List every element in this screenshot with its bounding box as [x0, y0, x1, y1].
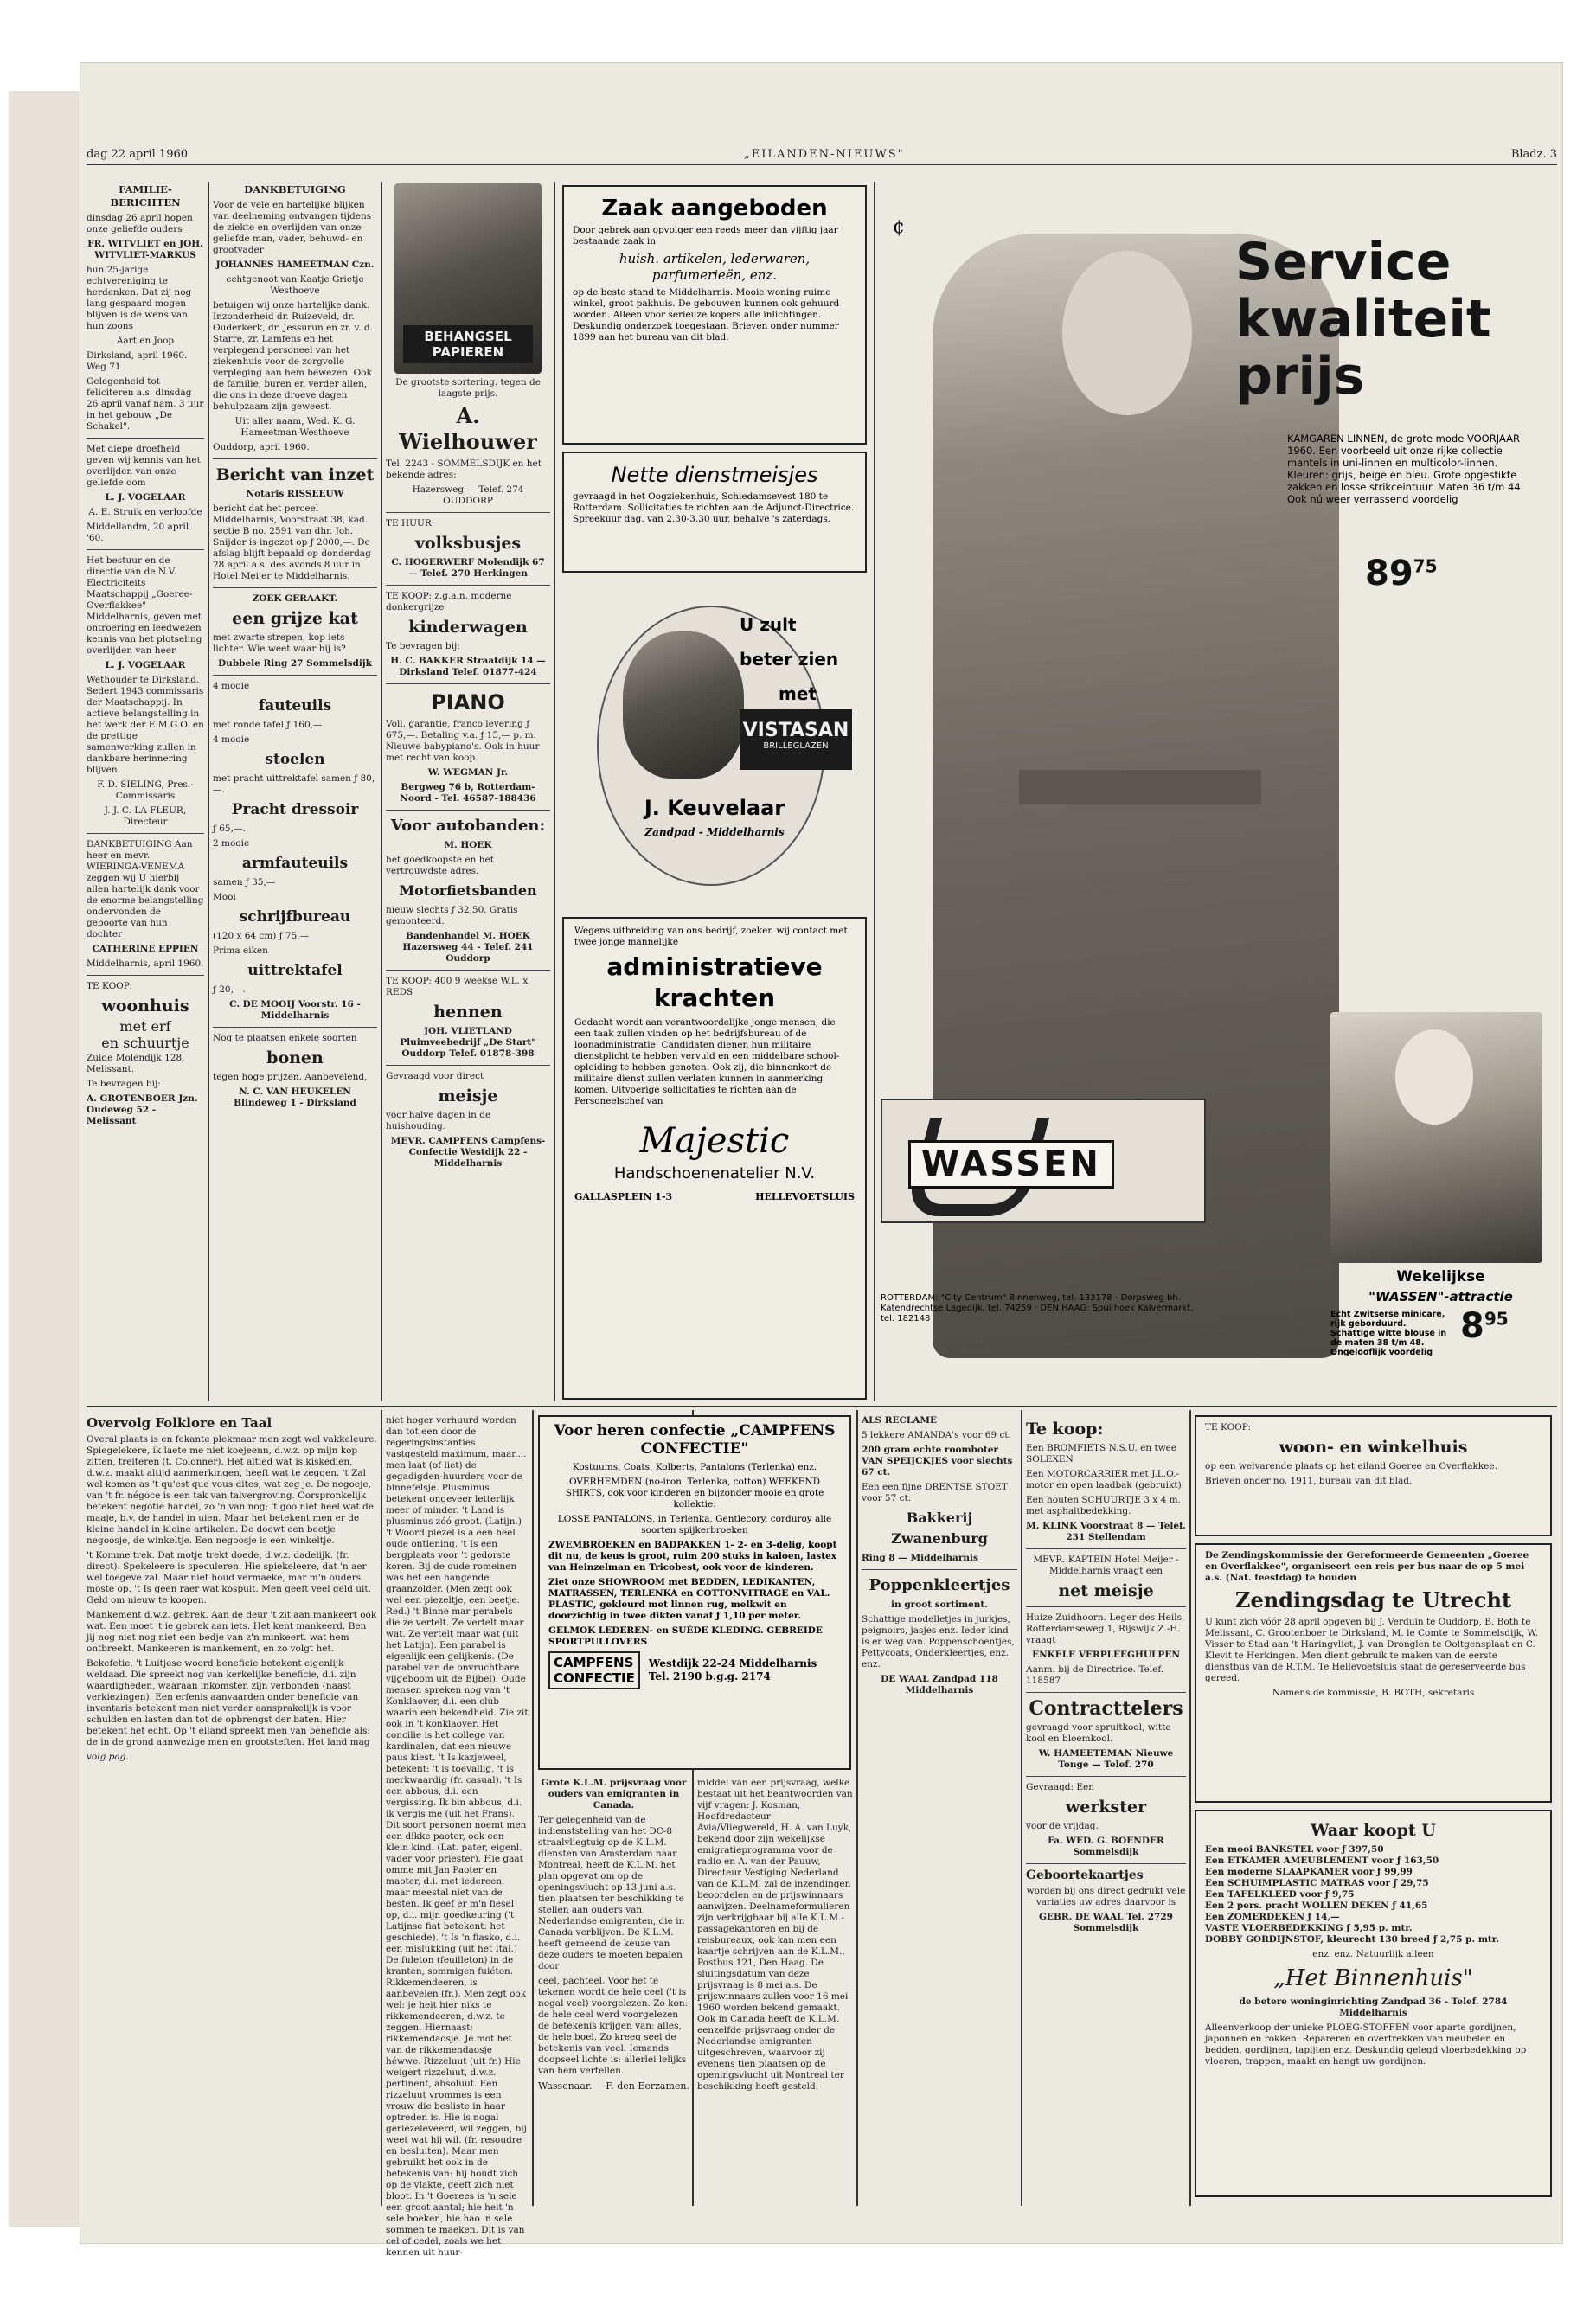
coat-belt — [1019, 770, 1261, 804]
shop-house-ad — [1195, 1415, 1552, 1536]
furniture-qty: Prima eiken — [213, 945, 268, 956]
furniture-item: Pracht dressoir — [231, 801, 359, 818]
klm-paragraph: ceel, pachteel. Voor het te tekenen wordt de hele ceel ('t is nogal veel) voorgelezen. Zo kon: de hele ceel werd voorgelezen de betekenis krijgen van: alles, de hele boel. Zo kreeg seel de betekenis van veel. Iemands doopseel lichte is: allerlei lelijks van hem vertellen. — [538, 1976, 689, 2076]
column-rule — [554, 182, 555, 1401]
weekly-heading: Wekelijkse — [1396, 1268, 1485, 1285]
blouse-photo — [1330, 1012, 1542, 1263]
girl-wanted-heading: meisje — [438, 1086, 498, 1106]
obituary-name: L. J. VOGELAAR — [105, 660, 186, 670]
business-text: Door gebrek aan opvolger een reeds meer dan vijftig jaar bestaande zaak in — [573, 225, 838, 247]
ads-column-9 — [1195, 1415, 1555, 2202]
folklore-continued: volg pag. — [87, 1752, 129, 1762]
column-rule — [208, 182, 209, 1401]
ads-column-7 — [862, 1415, 1017, 2202]
folklore-paragraph: Overal plaats is en fekante plekmaar men zegt wel vakkeleure. Spiegelekere, ik laete me niet koejeenn, d.w.z. op mijn kop zitten, treiteren (t. Colonner). Het altied wat is kiskedien, d.w.z. maakt altijd aanmerkingen, heeft wat te zeggen. 't Zal wel komen as 't qu'est que vous dites, wat zeg je. De negoeje, van 't fr. négoce is een tak van talvergroving. Oorspronkelijk betekent negotie handel, zo 'n van nog; 't goo niet heel wat de maaje, b.v. de handel in uien. Maar het betekent men er de kleine handel in kleine artikelen. De doewt een beetje negoosje, de winkeltje. Een negoosje is een winkeltje. — [87, 1434, 377, 1546]
notices-column-2 — [213, 183, 377, 1399]
house-heading: woonhuis — [101, 997, 189, 1016]
for-sale-label: TE KOOP: — [87, 981, 133, 991]
auction-notary: Notaris RISSEEUW — [246, 489, 344, 499]
binnenhuis-logo-text: „Het Binnenhuis" — [1273, 1965, 1473, 1991]
klm-paragraph: Ter gelegenheid van de indienststelling van het DC-8 straalvliegtuig op de K.L.M. diensten van Amsterdam naar Montreal, heeft de K.L.M. het plan opgevat om op de openingsvlucht op 13 juni a.s. tien plaatsen ter beschikking te stellen aan ouders van Nederlandse emigranten, die in Canada verblijven. De K.L.M. heeft gemeend de keuze van deze ouders te moeten bepalen door — [538, 1815, 685, 1971]
family-names: FR. WITVLIET en JOH. WITVLIET-MARKUS — [87, 239, 203, 260]
rent-contact: C. HOGERWERF Molendijk 67 — Telef. 270 Herkingen — [391, 557, 545, 579]
sale-heading: Te koop: — [1026, 1420, 1104, 1439]
majestic-sub: Handschoenenatelier N.V. — [613, 1164, 816, 1183]
cleaner-text: voor de vrijdag. — [1026, 1821, 1099, 1831]
dolls-text: Schattige modelletjes in jurkjes, peignoirs, jasjes enz. Ieder kind is er weg van. Poppenschoentjes, Pettycoats, Onderkleertjes, enz. enz. — [862, 1614, 1015, 1670]
campfens-line: Ziet onze SHOWROOM met BEDDEN, LEDIKANTEN, MATRASSEN, TERLENKA en COTTONVITRAGE en VAL. PLASTIC, gekleurd met linnen rug, melkwit en doorzichtig in twee dikten vanaf ƒ 1,10 per meter. — [548, 1577, 830, 1621]
birth-cards-contact: GEBR. DE WAAL Tel. 2729 Sommelsdijk — [1039, 1912, 1173, 1933]
thanks-name-sub: echtgenoot van Kaatje Grietje Westhoeve — [226, 274, 364, 296]
thanks-place: Ouddorp, april 1960. — [213, 442, 310, 452]
piano-address: Bergweg 76 b, Rotterdam-Noord - Tel. 46587-188436 — [400, 782, 536, 804]
binnenhuis-offer: DOBBY GORDIJNSTOF, kleurecht 130 breed ƒ 2,75 p. mtr. — [1205, 1934, 1500, 1945]
job-text: Wegens uitbreiding van ons bedrijf, zoeken wij contact met twee jonge mannelijke — [574, 926, 848, 947]
growers-contact: W. HAMEETEMAN Nieuwe Tonge — Telef. 270 — [1038, 1748, 1174, 1770]
kaptein-text: MEVR. KAPTEIN Hotel Meijer - Middelharnis vraagt een — [1033, 1554, 1179, 1576]
house-inquire: Te bevragen bij: — [87, 1079, 161, 1089]
page-header — [87, 145, 1557, 165]
shop-house-heading: woon- en winkelhuis — [1279, 1438, 1468, 1457]
column-rule — [856, 1410, 858, 2206]
auction-heading: Bericht van inzet — [215, 465, 375, 484]
girl-wanted-text: Gevraagd voor direct — [386, 1071, 484, 1081]
wielhouwer-heading: A. Wielhouwer — [399, 403, 537, 454]
folklore-article — [87, 1415, 377, 2202]
obituary-place: Middellandm, 20 april '60. — [87, 522, 189, 543]
blouse-price-cents: 95 — [1484, 1308, 1509, 1330]
pram-text: TE KOOP: z.g.a.n. moderne donkergrijze — [386, 591, 512, 612]
section-rule — [87, 1406, 1557, 1407]
bakery-address: Ring 8 — Middelharnis — [862, 1553, 978, 1563]
maids-wanted-ad — [562, 452, 867, 573]
piano-text: Voll. garantie, franco levering ƒ 675,—. Betaling v.a. ƒ 15,— p. m. Nieuwe babypiano's. Ook in huur met recht van koop. — [386, 719, 540, 763]
thanks-text: Voor de vele en hartelijke blijken van deelneming ontvangen tijdens de ziekte en overlijden van onze geliefde man, vader, behuwd- en grootvader — [213, 200, 372, 255]
vistasan-sub: BRILLEGLAZEN — [763, 741, 829, 751]
klm-article-continued — [697, 1778, 853, 2202]
campfens-line: LOSSE PANTALONS, in Terlenka, Gentlecory, corduroy alle soorten spijkerbroeken — [557, 1514, 832, 1535]
shop-house-label: TE KOOP: — [1205, 1422, 1252, 1433]
business-heading: Zaak aangeboden — [601, 195, 828, 221]
sale-contact: M. KLINK Voorstraat 8 — Telef. 231 Stellendam — [1026, 1521, 1186, 1542]
klm-sig-author: F. den Eerzamen. — [606, 2080, 689, 2092]
klm-signature — [538, 2080, 689, 2092]
wallpaper-label: BEHANGSEL PAPIEREN — [403, 325, 533, 363]
campfens-logo: CAMPFENS CONFECTIE — [548, 1651, 640, 1689]
binnenhuis-heading: Waar koopt U — [1311, 1821, 1436, 1840]
blouse-price — [1460, 1306, 1509, 1346]
furniture-qty: 2 mooie — [213, 838, 250, 849]
girl-wanted-text: voor halve dagen in de huishouding. — [386, 1110, 491, 1131]
family-text: Gelegenheid tot feliciteren a.s. dinsdag 26 april vanaf nam. 3 uur in het gebouw „De Schakel". — [87, 376, 204, 432]
rent-label: TE HUUR: — [386, 518, 435, 529]
folklore-paragraph: 't Komme trek. Dat motje trekt doede, d.w.z. dadelijk. (fr. direct). Spekeleere is speculeren. Hie spiekeleere, dat 'n aer wel toegeve zal. Maar niet houd vermaeke, mar m'n ouders moste op. 't Is geen raer wat kospuit. Men geeft veel geld uit. Geld om nieuw te koopen. — [87, 1550, 371, 1606]
blouse-model-head — [1395, 1029, 1473, 1125]
thanks-text: betuigen wij onze hartelijke dank. Inzonderheid dr. Ruizeveld, dr. Ouderkerk, dr. Jessurun en zr. v. d. Starre, zr. Lamfens en het verplegend personeel van het ziekenhuis voor de zorgvolle verpleging aan hem bewezen. Ook de familie, buren en verder allen, die ons in deze droeve dagen behulpzaam zijn geweest. — [213, 300, 373, 412]
obituary-text: Wethouder te Dirksland. Sedert 1943 commissaris der Maatschappij. In actieve belangstelling in het werk der E.M.G.O. en de prettige samenwerking zullen in dankbare herinnering blijven. — [87, 675, 204, 775]
klm-paragraph: middel van een prijsvraag, welke bestaat uit het beantwoorden van vijf vragen: J. Kosman, Hoofdredacteur Avia/Vliegwereld, H. A. van Luyk, bekend door zijn wekelijkse emigratieprogramma voor de radio en A. van der Pauuw, Directeur Vestiging Nederland van de K.L.M. zal de inzendingen beoordelen en de prijswinnaars aanwijzen. Deelnameformulieren zijn verkrijgbaar bij alle K.L.M.-passagekantoren en bij de reisbureaux, ook kan men een kaartje schrijven aan de K.L.M., Postbus 121, Den Haag. De sluitingsdatum van deze prijsvraag is 8 mei a.s. De prijswinnaars zullen voor 16 mei 1960 worden bekend gemaakt. Ook in Canada heeft de K.L.M. eenzelfde prijsvraag onder de Nederlandse emigranten uitgeschreven, waarvoor zij evenens tien plaatsen op de openingsvlucht uit Montreal ter beschikking heeft gesteld. — [697, 1778, 853, 2092]
maids-text: gevraagd in het Oogziekenhuis, Schiedamsevest 180 te Rotterdam. Sollicitaties te richten aan de Adjunct-Directrice. Spreekuur dag. van 2.30-3.30 uur, behalve 's zaterdags. — [573, 491, 855, 524]
cleaner-label: Gevraagd: Een — [1026, 1782, 1095, 1792]
lost-heading: ZOEK GERAAKT. — [252, 593, 338, 604]
thanks-heading: DANKBETUIGING — [244, 183, 346, 195]
hens-heading: hennen — [433, 1003, 503, 1022]
header-date: dag 22 april 1960 — [87, 148, 189, 161]
campfens-address: Westdijk 22-24 Middelharnis Tel. 2190 b.g.g. 2174 — [648, 1657, 817, 1682]
beans-text: tegen hoge prijzen. Aanbevelend, — [213, 1072, 368, 1082]
model-head — [1062, 251, 1192, 415]
majestic-job-ad — [562, 917, 867, 1400]
tyres-heading: Voor autobanden: — [390, 817, 546, 835]
family-notices-column — [87, 183, 204, 1399]
tyres-text: nieuw slechts ƒ 32,50. Gratis gemonteerd. — [386, 905, 518, 926]
binnenhuis-ad — [1195, 1810, 1552, 2197]
sale-item: Een houten SCHUURTJE 3 x 4 m. met asphaltbedekking. — [1026, 1495, 1181, 1516]
column-rule — [1189, 1410, 1191, 2206]
ads-column-3 — [386, 183, 550, 1399]
furniture-item: stoelen — [265, 751, 325, 768]
birth-cards-text: worden bij ons direct gedrukt vele variaties uw adres daarvoor is — [1026, 1886, 1186, 1907]
sale-item: Een BROMFIETS N.S.U. en twee SOLEXEN — [1026, 1443, 1177, 1465]
furniture-item: uittrektafel — [247, 962, 343, 979]
family-heading: FAMILIE-BERICHTEN — [110, 183, 181, 208]
lost-cat: een grijze kat — [232, 609, 358, 628]
furniture-item: fauteuils — [258, 697, 332, 715]
wallpaper-sub: De grootste sortering. tegen de laagste prijs. — [395, 377, 541, 399]
furniture-qty: 4 mooie — [213, 681, 250, 691]
binnenhuis-offer: Een mooi BANKSTEL voor ƒ 397,50 — [1205, 1844, 1384, 1855]
piano-seller: W. WEGMAN Jr. — [427, 767, 509, 778]
wielhouwer-phone: Tel. 2243 - SOMMELSDIJK en het bekende adres: — [386, 458, 542, 480]
furniture-price: samen ƒ 35,— — [213, 877, 276, 888]
binnenhuis-address: de betere woninginrichting Zandpad 36 - Telef. 2784 Middelharnis — [1239, 1997, 1508, 2018]
majestic-address-1: GALLASPLEIN 1-3 — [574, 1191, 673, 1202]
folklore-paragraph: Mankement d.w.z. gebrek. Aan de deur 't zit aan mankeert ook wat. Een moet 't ie gebrek aan iets. Het kent mankeerd. Ben jij nog niet nog niet een bedje van z'n minkeert. wat hem ontbreekt. Mankeeren is mankement, en zo volgt het. — [87, 1610, 377, 1654]
binder-edge — [9, 91, 82, 2227]
campfens-footer — [548, 1651, 841, 1689]
thanks-place: Middelharnis, april 1960. — [87, 958, 204, 969]
vistasan-slogan: met — [779, 683, 817, 704]
coat-price-cents: 75 — [1413, 555, 1438, 577]
klm-sig-place: Wassenaar. — [538, 2080, 593, 2092]
wielhouwer-address: Hazersweg — Telef. 274 OUDDORP — [412, 484, 524, 506]
thanks-text: DANKBETUIGING Aan heer en mevr. WIERINGA-VENEMA zeggen wij U hierbij allen hartelijk dank voor de enorme belangstelling ondervonden de geboorte van hun dochter — [87, 839, 204, 939]
folklore-title: Overvolg Folklore en Taal — [87, 1415, 272, 1431]
header-title: „EILANDEN-NIEUWS" — [744, 148, 905, 161]
kaptein-heading: net meisje — [1058, 1581, 1154, 1600]
keuvelaar-address: Zandpad - Middelharnis — [644, 826, 785, 838]
maids-heading: Nette dienstmeisjes — [611, 463, 818, 487]
wassen-logo — [881, 1099, 1206, 1223]
thanks-name: CATHERINE EPPIEN — [92, 944, 199, 954]
cleaner-heading: werkster — [1065, 1798, 1147, 1817]
vistasan-logo — [740, 709, 852, 770]
business-text: op de beste stand te Middelharnis. Mooie woning ruime winkel, groot pakhuis. De gebouwen kunnen ook gehuurd worden. Alleen voor serieuze kopers alle inlichtingen. Deskundig onderzoek toegestaan. Brieven onder nummer 1899 aan het bureau van dit blad. — [573, 287, 840, 343]
binnenhuis-text: enz. enz. Natuurlijk alleen — [1312, 1949, 1434, 1959]
column-rule — [1021, 1410, 1022, 2206]
job-heading: administratieve krachten — [606, 952, 823, 1012]
bakery-offer: Een een fijne DRENTSE STOET voor 57 ct. — [862, 1482, 1008, 1503]
pram-heading: kinderwagen — [408, 618, 528, 637]
majestic-address-2: HELLEVOETSLUIS — [755, 1191, 855, 1202]
nursing-contact: Aanm. bij de Directrice. Telef. 118587 — [1026, 1664, 1164, 1686]
furniture-price: (120 x 64 cm) ƒ 75,— — [213, 931, 310, 941]
sale-item: Een MOTORCARRIER met J.L.O.-motor en open laadbak (gebruikt). — [1026, 1469, 1185, 1490]
shop-house-text: Brieven onder no. 1911, bureau van dit blad. — [1205, 1476, 1413, 1486]
campfens-line: ZWEMBROEKEN en BADPAKKEN 1- 2- en 3-delig, koopt dit nu, de keus is groot, ruim 200 stuks in kaloen, lastex van Heinzelman en Tricobest, ook voor de kinderen. — [548, 1540, 837, 1573]
wassen-coat-ad — [881, 182, 1555, 1401]
mission-text: U kunt zich vóór 28 april opgeven bij J. Verduin te Ouddorp, B. Both te Melissant, C. Grootenboer te Dirksland, M. le Comte te Sommelsdijk, W. Visser te Stad aan 't Haringvliet, J. van Dronglen te Ooltgensplaat en C. Klevit te Herkingen. Men dient gebruik te maken van de eerste dienstbus van de R.T.M. Te Hellevoetsluis staat de gereserveerde bus gereed. — [1205, 1617, 1538, 1683]
obituary-name: L. J. VOGELAAR — [105, 492, 186, 503]
column-rule — [381, 1410, 382, 2206]
klm-title: Grote K.L.M. prijsvraag voor ouders van emigranten in Canada. — [541, 1778, 687, 1811]
column-rule — [874, 182, 875, 1401]
thanks-name: JOHANNES HAMEETMAN Czn. — [215, 260, 375, 270]
family-signature: Aart en Joop — [116, 336, 175, 346]
bakery-offer: 200 gram echte roomboter VAN SPEIJCKJES voor slechts 67 ct. — [862, 1445, 1013, 1477]
coat-description: KAMGAREN LINNEN, de grote mode VOORJAAR 1960. Een voorbeeld uit onze rijke collectie mantels in uni-linnen en multicolor-linnen. Kleuren: grijs, beige en bleu. Grote opgestikte zakken en losse strikceintuur. Maten 36 t/m 44. Ook nú weer verrassend voordelig — [1287, 433, 1524, 505]
majestic-logo-text: Majestic — [639, 1121, 790, 1161]
mission-signature: Namens de kommissie, B. BOTH, sekretaris — [1272, 1688, 1475, 1698]
obituary-text: Met diepe droefheid geven wij kennis van het overlijden van onze geliefde oom — [87, 444, 201, 488]
pram-inquire: Te bevragen bij: — [386, 641, 460, 651]
hens-text: TE KOOP: 400 9 weekse W.L. x REDS — [386, 976, 529, 997]
keuvelaar-name: J. Keuvelaar — [644, 796, 785, 820]
beans-text: Nog te plaatsen enkele soorten — [213, 1033, 357, 1043]
vistasan-slogan: U zult — [740, 614, 797, 635]
obituary-signature: J. J. C. LA FLEUR, Directeur — [104, 805, 187, 827]
vistasan-brand: VISTASAN — [742, 720, 849, 741]
blouse-price-main: 8 — [1460, 1306, 1484, 1346]
header-page: Bladz. 3 — [1510, 148, 1557, 161]
furniture-contact: C. DE MOOIJ Voorstr. 16 - Middelharnis — [229, 999, 361, 1021]
nursing-heading: ENKELE VERPLEEGHULPEN — [1032, 1650, 1180, 1660]
tyres-seller: M. HOEK — [444, 840, 492, 850]
binnenhuis-offer: Een 2 pers. pracht WOLLEN DEKEN ƒ 41,65 — [1205, 1900, 1428, 1911]
wassen-addresses: ROTTERDAM: "City Centrum" Binnenweg, tel. 133178 - Dorpsweg bh. Katendrechtse Lagedijk, tel. 74259 · DEN HAAG: Spui hoek Kalvermarkt, tel. 182148 — [881, 1293, 1194, 1324]
slogan-quality: kwaliteit — [1235, 289, 1491, 349]
shop-house-text: op een welvarende plaats op het eiland Goeree en Overflakkee. — [1205, 1461, 1497, 1471]
wassen-brand: WASSEN — [908, 1140, 1114, 1189]
campfens-title: Voor heren confectie „CAMPFENS CONFECTIE" — [554, 1422, 836, 1458]
service-slogan — [1235, 234, 1555, 405]
tyres-contact: Bandenhandel M. HOEK Hazersweg 44 - Telef. 241 Ouddorp — [402, 931, 534, 964]
column-rule — [532, 1410, 534, 2206]
vistasan-slogan: beter zien — [740, 649, 839, 670]
house-address: Zuide Molendijk 128, Melissant. — [87, 1053, 185, 1074]
coat-price-main: 89 — [1365, 554, 1413, 593]
mission-intro: De Zendingskommissie der Gereformeerde Gemeenten „Goeree en Overflakkee", organiseert een reis per bus naar de op 5 mei a.s. (Nat. feestdag) te houden — [1205, 1550, 1529, 1583]
birth-cards-heading: Geboortekaartjes — [1026, 1868, 1144, 1882]
dolls-heading: Poppenkleertjes — [869, 1576, 1010, 1594]
nursing-text: Huize Zuidhoorn. Leger des Heils, Rotterdamseweg 1, Rijswijk Z.-H. vraagt — [1026, 1612, 1185, 1645]
lost-text: met zwarte strepen, kop iets lichter. Wie weet waar hij is? — [213, 632, 346, 654]
family-place: Dirksland, april 1960. Weg 71 — [87, 350, 188, 372]
lost-address: Dubbele Ring 27 Sommelsdijk — [218, 658, 372, 669]
dolls-sub: in groot sortiment. — [891, 1599, 988, 1610]
tyres-text: het goedkoopste en het vertrouwdste adres. — [386, 855, 494, 876]
obituary-signature: A. E. Struik en verloofde — [88, 507, 202, 517]
growers-text: gevraagd voor spruitkool, witte kool en bloemkool. — [1026, 1722, 1171, 1744]
hens-contact: JOH. VLIETLAND Pluimveebedrijf „De Start" Ouddorp Telef. 01878-398 — [400, 1026, 536, 1059]
furniture-price: met ronde tafel ƒ 160,— — [213, 720, 323, 730]
furniture-price: met pracht uittrektafel samen ƒ 80,—. — [213, 773, 375, 795]
folklore-article-continued — [386, 1415, 529, 2258]
ads-column-8 — [1026, 1415, 1186, 2202]
campfens-line: Kostuums, Coats, Kolberts, Pantalons (Terlenka) enz. — [572, 1462, 817, 1472]
furniture-item: armfauteuils — [241, 855, 349, 872]
cleaner-contact: Fa. WED. G. BOENDER Sommelsdijk — [1048, 1836, 1164, 1857]
furniture-qty: Mooi — [213, 892, 236, 902]
business-goods: huish. artikelen, lederwaren, parfumerieën, enz. — [619, 251, 811, 283]
folklore-paragraph: niet hoger verhuurd worden dan tot een door de regeringsinstanties vastgesteld maximum, maar.... men laat (of liet) de gegadigden-huurders voor de binnefelsje. Plusminus betekent ongeveer letterlijk meer of minder. 't Land is plusminus zóó groot. (Latijn.) 't Woord piezel is a een heel oude ontlening. 't Is een bergplaats voor 't gedorste koren. Bij de oude romeinen was het een hangende graanzolder. (Men zegt ook wel een piezeltje, een beetje. Red.) 't Binne mar perabels die ze vertelt. Ze vertelt maar wat. Ze vertelt maar wat (uit het Latijn). Een parabel is eigenlijk een gelijkenis. (De parabel van de onvruchtbare vijgeboom uit de Bijbel). Oude mensen spreken nog van 't Konklaover, d.i. een club waarin een bekendheid. Zie zit ook in 't konklaover. Het concilie is het college van kardinalen, dat een nieuwe paus kiest. 't Is kazjeweel, betekent: 't is toevallig, 't is merkwaardig (fr. casual). 't Is een abbous, d.i. een vergissing. Ik bin abbous, d.i. ik vergis me (uit het Frans). Dit soort personen noemt men een dikke paoter, ook een klein kind. (Lat. pater, eigenl. vader voor priester). Hie gaat omme mit Jan Paoter en maoter, d.i. met iedereen, maar meestal niet van de besten. Ik geef er m'n fiesel op, d.i. mijn goedkeuring ('t Latijnse fiat betekent: het geschiede). 't Is 'n fiasko, d.i. een mislukking (uit het Ital.) De fuleton (feuilleton) in de kranten, sommigen fuiéton. Rikkemendeeren, is aanbevelen (fr.). Men zegt ook wel: je heit hier niks te rikkemendeeren, d.w.z. te zeggen. Hiernaast: rikkemendaosje. Je mot het van de rikkemendaosje héwwe. Rizzeluut (uit fr.) Hie weigert rizzeluut, d.w.z. pertinent, absoluut. Een rizzeluut vrommes is een vrouw die besliste in haar optreden is. Hie is nogal geriezeleveerd, wil zeggen, bij weet wat hij wil. (fr. resoudre en besluiten). Maar men gebruikt het ook in de betekenis van: hij houdt zich op de vlakte, geeft zich niet bloot. In 't Goerees is 'n sele een groot aantal; hie heit 'n sele boeken, hie hao 'n sele sommen te maeken. Dit is van cel of cedel, zoals we het kennen uit huur- — [386, 1415, 529, 2258]
folklore-paragraph: Bekefetie, 't Luitjese woord beneficie betekent eigenlijk weldaad. Die spreekt nog van kerkelijke beneficie, d.i. zijn waardigheden, waaraan inkomsten zijn verbonden (naast verkiezingen). Een erfenis aanvaarden onder beneficie van inventaris betekent men niet verder aansprakelijk is voor schulden en lasten dan tot de opbrengst der baten. Hier betekent het echt. Op 't eiland spreekt men van beneficie als: de in de grond aanwezige men en grootsteften. Het land mag — [87, 1658, 370, 1747]
growers-heading: Contracttelers — [1029, 1697, 1183, 1720]
bakery-label: ALS RECLAME — [862, 1415, 938, 1426]
job-text: Gedacht wordt aan verantwoordelijke jonge mensen, die een taak zullen vinden op het bedrijfsbureau of de loonadministratie. Candidaten dienen hun militaire dienstplicht te hebben vervuld en een middelbare school-opleiding te hebben genoten. Ook zij, die binnenkort de militaire dienst zullen verlaten kunnen in aanmerking komen. Uitvoerige sollicitaties te richten aan de Personeelschef van — [574, 1017, 840, 1106]
currency-mark: ¢ — [893, 216, 905, 238]
beans-contact: N. C. VAN HEUKELEN Blindeweg 1 - Dirksland — [234, 1086, 356, 1108]
auction-text: bericht dat het perceel Middelharnis, Voorstraat 38, kad. sectie B no. 2591 van dhr. Joh. Snijder is ingezet op ƒ 2000,—. De afslag blijft bepaald op donderdag 28 april a.s. des avonds 8 uur in Hotel Meijer te Middelharnis. — [213, 503, 371, 581]
furniture-price: ƒ 65,—. — [213, 824, 246, 834]
furniture-item: schrijfbureau — [239, 908, 351, 926]
girl-wanted-contact: MEVR. CAMPFENS Campfens-Confectie Westdijk 22 - Middelharnis — [390, 1136, 546, 1169]
slogan-price: prijs — [1235, 346, 1365, 407]
slogan-service: Service — [1235, 232, 1452, 292]
campfens-confectie-ad — [538, 1415, 851, 1770]
mission-heading: Zendingsdag te Utrecht — [1234, 1587, 1512, 1612]
binnenhuis-offer: VASTE VLOERBEDEKKING ƒ 5,95 p. mtr. — [1205, 1923, 1413, 1933]
dolls-contact: DE WAAL Zandpad 118 Middelharnis — [881, 1674, 998, 1695]
majestic-address — [574, 1191, 855, 1202]
furniture-price: ƒ 20,—. — [213, 984, 246, 995]
vistasan-ad — [562, 580, 867, 908]
beans-heading: bonen — [266, 1048, 324, 1067]
thanks-signature: Uit aller naam, Wed. K. G. Hameetman-Westhoeve — [234, 416, 356, 438]
campfens-line: GELMOK LEDEREN- en SUÈDE KLEDING. GEBREIDE SPORTPULLOVERS — [548, 1625, 823, 1647]
campfens-line: OVERHEMDEN (no-iron, Terlenka, cotton) WEEKEND SHIRTS, ook voor kinderen en bijzonder mooie en grote kollektie. — [565, 1477, 824, 1509]
house-sub: en schuurtje — [101, 1035, 189, 1051]
binnenhuis-offer: Een ETKAMER AMEUBLEMENT voor ƒ 163,50 — [1205, 1856, 1439, 1866]
tyres-sub: Motorfietsbanden — [399, 882, 537, 899]
house-sub: met erf — [119, 1018, 171, 1035]
binnenhuis-offer: Een TAFELKLEED voor ƒ 9,75 — [1205, 1889, 1355, 1900]
binnenhuis-offer: Een SCHUIMPLASTIC MATRAS voor ƒ 29,75 — [1205, 1878, 1429, 1888]
binnenhuis-text: Alleenverkoop der unieke PLOEG-STOFFEN voor aparte gordijnen, japonnen en rokken. Repareren en overtrekken van meubelen en bedden, gordijnen, tapijten enz. Deskundig gelegd vloerbedekking op vloeren, trappen, maakt en hangt uw gordijnen. — [1205, 2022, 1527, 2067]
vistasan-woman-photo — [623, 631, 744, 779]
blouse-description: Echt Zwitserse minicare, rijk geborduurd. Schattige witte blouse in de maten 38 t/m 48. Ongelooflijk voordelig — [1330, 1310, 1447, 1357]
bakery-name: Bakkerij Zwanenburg — [891, 1509, 988, 1547]
klm-article — [538, 1778, 689, 2202]
pram-contact: H. C. BAKKER Straatdijk 14 — Dirksland Telef. 01877-424 — [390, 656, 546, 677]
rent-item: volksbusjes — [414, 534, 522, 553]
obituary-signature: F. D. SIELING, Pres.-Commissaris — [97, 779, 194, 801]
business-offered-ad — [562, 185, 867, 445]
piano-heading: PIANO — [431, 690, 505, 715]
mission-day-ad — [1195, 1543, 1552, 1803]
binnenhuis-offer: Een moderne SLAAPKAMER voor ƒ 99,99 — [1205, 1867, 1413, 1877]
wallpaper-illustration — [394, 183, 542, 374]
bakery-offer: 5 lekkere AMANDA's voor 69 ct. — [862, 1430, 1011, 1440]
weekly-attraction: "WASSEN"-attractie — [1368, 1289, 1513, 1304]
coat-price — [1365, 554, 1438, 593]
family-text: dinsdag 26 april hopen onze geliefde ouders — [87, 213, 193, 234]
family-text: hun 25-jarige echtvereniging te herdenken. Dat zij nog lang gespaard mogen blijven is de wens van hun zoons — [87, 265, 192, 331]
column-rule — [381, 182, 382, 1401]
house-contact: A. GROTENBOER Jzn. Oudeweg 52 - Melissant — [87, 1093, 198, 1126]
furniture-qty: 4 mooie — [213, 734, 250, 745]
obituary-text: Het bestuur en de directie van de N.V. Electriciteits Maatschappij „Goeree-Overflakkee" Middelharnis, geven met ontroering en leedwezen kennis van het plotseling overlijden van heer — [87, 555, 202, 656]
binnenhuis-offer: Een ZOMERDEKEN ƒ 14,— — [1205, 1912, 1340, 1922]
